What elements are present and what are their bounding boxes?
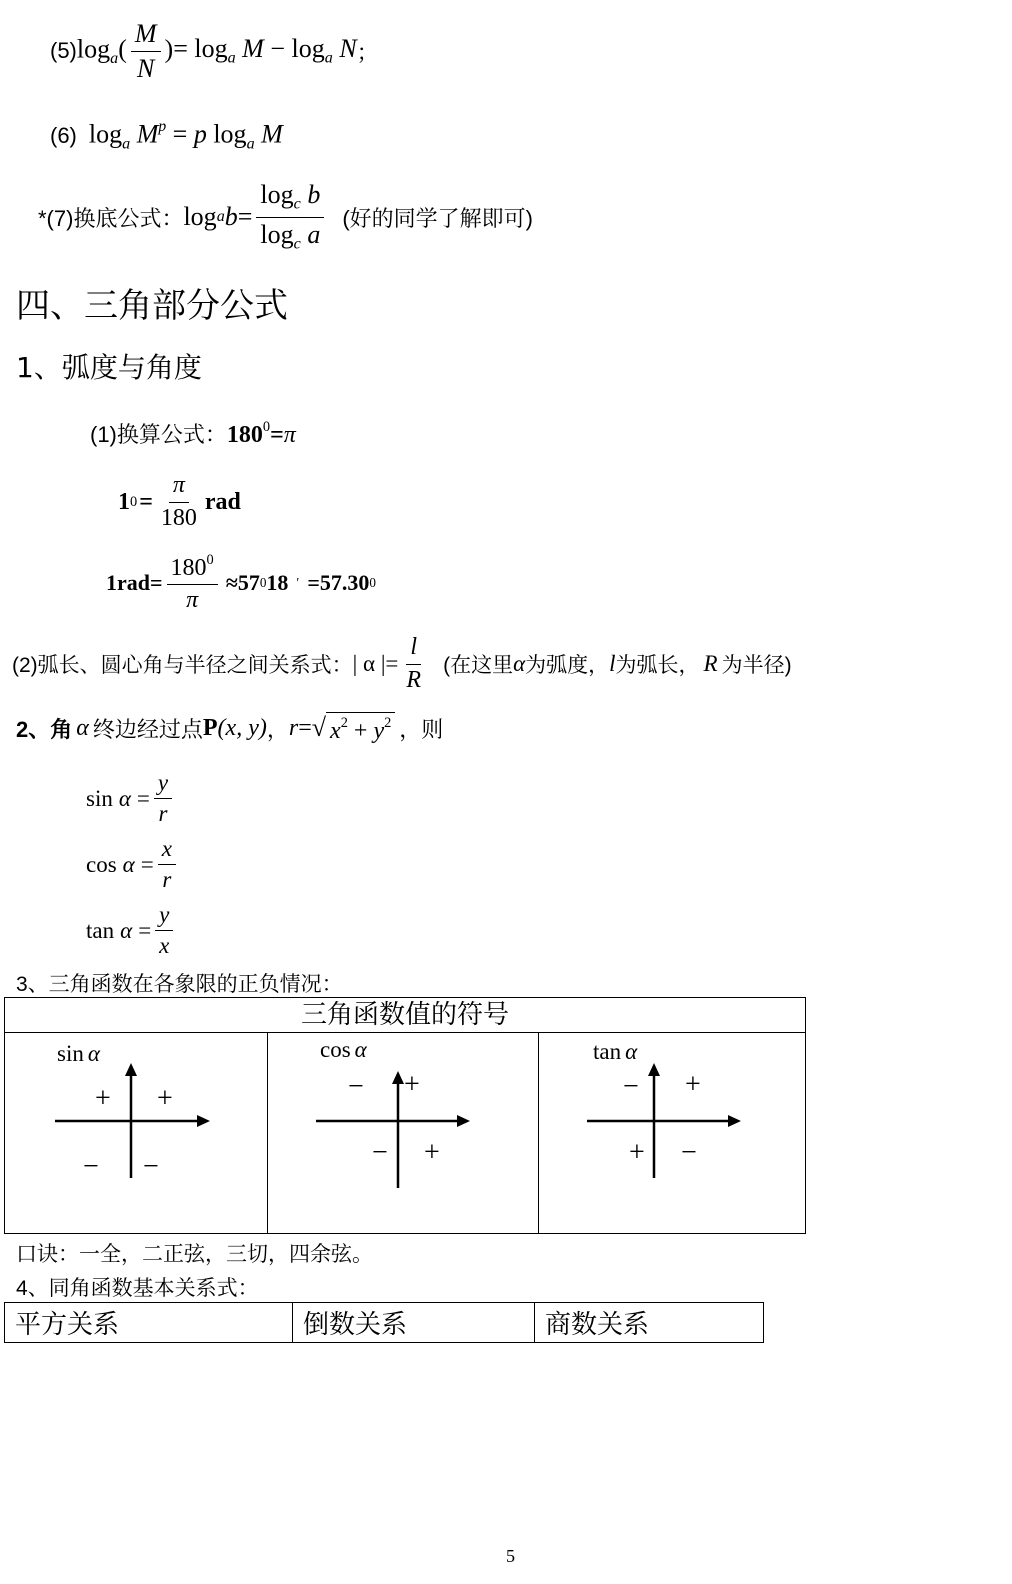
arc-note: 为弧度， bbox=[525, 654, 610, 678]
rad-unit: rad bbox=[204, 488, 241, 515]
log-text: log bbox=[194, 34, 228, 64]
formula-7-label: *(7)换底公式： bbox=[38, 205, 184, 231]
point-p: P bbox=[202, 714, 218, 741]
degree-mark: 0 bbox=[262, 418, 271, 435]
fraction-denominator: x bbox=[159, 933, 170, 959]
paren-open: ( bbox=[118, 33, 127, 63]
sin-sign-cell bbox=[5, 1033, 268, 1234]
func-name: tan bbox=[593, 1039, 622, 1064]
var-m: M bbox=[235, 34, 264, 64]
paren-close: ) bbox=[164, 33, 174, 63]
trig-signs-table bbox=[4, 997, 806, 1234]
sin-text: sin bbox=[86, 785, 113, 811]
col-reciprocal-relation: 倒数关系 bbox=[293, 1303, 535, 1343]
formula-5-rhs bbox=[173, 34, 356, 68]
alpha-symbol: α bbox=[354, 1037, 367, 1062]
col-square-relation: 平方关系 bbox=[5, 1303, 293, 1343]
alpha-symbol: α bbox=[625, 1039, 638, 1064]
log-base: a bbox=[216, 208, 225, 225]
var-n: N bbox=[332, 34, 357, 64]
quadrant-3-sign: + bbox=[629, 1137, 645, 1168]
tan-definition bbox=[86, 902, 177, 960]
equals: = bbox=[166, 120, 194, 150]
var-b: b bbox=[300, 180, 321, 210]
log-base: a bbox=[227, 49, 236, 67]
exponent-p: p bbox=[158, 118, 167, 136]
degree-mark: 0 bbox=[259, 575, 267, 591]
alpha-symbol: α bbox=[122, 851, 135, 877]
x-axis-arrow bbox=[197, 1115, 210, 1127]
log-text: log bbox=[88, 120, 123, 150]
log-text: log bbox=[206, 120, 247, 150]
log-text: log bbox=[76, 33, 111, 63]
exponent-2: 2 bbox=[340, 715, 348, 731]
identity-relations-heading: 4、同角函数基本关系式： bbox=[16, 1277, 259, 1300]
formula-5 bbox=[50, 20, 379, 82]
approx-57: ≈57 bbox=[225, 570, 260, 596]
identity-relations-table bbox=[4, 1302, 764, 1343]
fraction-change-of-base bbox=[256, 180, 324, 253]
equals: = bbox=[139, 488, 153, 515]
formula-7 bbox=[38, 180, 533, 254]
one-degree-formula bbox=[118, 472, 241, 532]
equals: = bbox=[140, 851, 154, 877]
fraction-numerator bbox=[167, 552, 218, 585]
log-base: a bbox=[122, 135, 131, 153]
formula-5-lhs bbox=[77, 19, 173, 84]
cos-axes bbox=[268, 1033, 538, 1233]
quadrant-2-sign: − bbox=[348, 1071, 364, 1102]
sin-axes bbox=[5, 1033, 267, 1233]
equals: = bbox=[237, 202, 253, 231]
log-base: c bbox=[293, 235, 301, 253]
approx-57-30: =57.30 bbox=[307, 570, 370, 596]
formula-6-label: (6) bbox=[50, 123, 77, 148]
fraction-denominator: 180 bbox=[160, 504, 197, 531]
then-text: ，则 bbox=[399, 716, 444, 742]
alpha-symbol: α bbox=[87, 1041, 100, 1066]
fraction-y-over-r bbox=[154, 770, 172, 828]
fraction-numerator: π bbox=[169, 472, 189, 503]
func-name: cos bbox=[320, 1037, 351, 1062]
page-number: 5 bbox=[506, 1546, 515, 1566]
tan-text: tan bbox=[86, 917, 115, 943]
var-x: x bbox=[330, 717, 341, 744]
fraction-m-over-n bbox=[131, 19, 161, 84]
quadrant-1-sign: + bbox=[157, 1083, 173, 1114]
log-text: log bbox=[183, 202, 217, 231]
quadrant-2-sign: + bbox=[95, 1083, 111, 1114]
number-180: 180 bbox=[170, 554, 207, 581]
arc-note: 为弧长， bbox=[615, 654, 700, 678]
abs-alpha: | α |= bbox=[352, 651, 399, 677]
fraction-denominator: R bbox=[406, 666, 422, 693]
y-axis-arrow bbox=[125, 1063, 137, 1076]
fraction-y-over-x bbox=[155, 902, 173, 960]
y-axis-arrow bbox=[392, 1071, 404, 1084]
sqrt-sign: √ bbox=[311, 713, 327, 743]
x-axis-arrow bbox=[728, 1115, 741, 1127]
var-r: r bbox=[288, 714, 299, 741]
var-p: p bbox=[193, 120, 207, 150]
trig-signs-table-title: 三角函数值的符号 bbox=[5, 998, 806, 1033]
fraction-numerator: y bbox=[154, 770, 172, 799]
fraction-numerator: M bbox=[131, 19, 161, 52]
fraction-numerator: y bbox=[155, 902, 173, 931]
quadrant-4-sign: − bbox=[143, 1151, 159, 1182]
equals: = bbox=[138, 917, 152, 943]
quadrant-4-sign: + bbox=[424, 1137, 440, 1168]
minus: − bbox=[263, 34, 292, 64]
y-axis-arrow bbox=[648, 1063, 660, 1076]
tan-sign-cell bbox=[539, 1033, 806, 1234]
var-a: a bbox=[300, 219, 321, 249]
quadrant-2-sign: − bbox=[623, 1071, 639, 1102]
conversion-label: (1)换算公式： bbox=[90, 422, 227, 447]
point-coords: (x, y) bbox=[217, 714, 267, 741]
cos-definition bbox=[86, 836, 180, 894]
col-quotient-relation: 商数关系 bbox=[535, 1303, 764, 1343]
mnemonic: 口诀：一全，二正弦，三切，四余弦。 bbox=[16, 1243, 373, 1266]
minutes-18: 18 bbox=[266, 570, 289, 596]
alpha-symbol: α bbox=[76, 714, 89, 741]
log-base: a bbox=[110, 49, 119, 67]
prime-mark: ′ bbox=[296, 575, 300, 591]
conversion-value bbox=[227, 419, 296, 449]
terminal-side-definition bbox=[16, 712, 443, 745]
fraction-numerator: x bbox=[158, 836, 176, 865]
sqrt-radicand bbox=[326, 712, 395, 745]
equals: = bbox=[173, 34, 195, 64]
arc-length-relation bbox=[12, 634, 792, 694]
rad-label: 1rad= bbox=[106, 570, 163, 596]
func-name: sin bbox=[57, 1041, 84, 1066]
sin-definition bbox=[86, 770, 176, 828]
tan-axes bbox=[539, 1033, 807, 1233]
subsection-heading-radian: 1、弧度与角度 bbox=[16, 351, 202, 384]
var-m: M bbox=[130, 120, 159, 150]
cos-text: cos bbox=[86, 851, 117, 877]
degree-mark: 0 bbox=[130, 493, 138, 510]
log-text: log bbox=[291, 34, 325, 64]
arc-label: (2)弧长、圆心角与半径之间关系式： bbox=[12, 654, 353, 678]
var-m: M bbox=[254, 120, 283, 150]
formula-7-body bbox=[183, 180, 328, 253]
comma: ， bbox=[266, 716, 289, 742]
semicolon: ； bbox=[356, 39, 379, 65]
quadrant-1-sign: + bbox=[685, 1069, 701, 1100]
alpha-symbol: α bbox=[118, 785, 131, 811]
terminal-text: 终边经过点 bbox=[92, 716, 203, 742]
fraction-denominator: π bbox=[186, 587, 199, 614]
fraction-denominator: r bbox=[162, 867, 172, 893]
fraction-denominator: r bbox=[158, 801, 168, 827]
var-l: l bbox=[609, 651, 616, 677]
quadrant-3-sign: − bbox=[372, 1137, 388, 1168]
log-base: c bbox=[293, 195, 301, 213]
formula-5-label: (5) bbox=[50, 38, 77, 63]
fraction-numerator bbox=[256, 180, 324, 217]
quadrant-1-sign: + bbox=[404, 1069, 420, 1100]
alpha-symbol: α bbox=[120, 917, 133, 943]
section-heading-trig: 四、三角部分公式 bbox=[16, 286, 288, 326]
number-1: 1 bbox=[118, 488, 130, 515]
formula-6 bbox=[50, 116, 283, 156]
cos-sign-cell bbox=[268, 1033, 539, 1234]
degree-mark: 0 bbox=[206, 552, 214, 568]
fraction-pi-over-180 bbox=[157, 472, 201, 532]
fraction-x-over-r bbox=[158, 836, 176, 894]
var-r: R bbox=[703, 651, 718, 677]
degree-mark: 0 bbox=[369, 575, 376, 591]
formula-7-note: (好的同学了解即可) bbox=[342, 205, 533, 231]
formula-6-body bbox=[89, 118, 283, 153]
fraction-denominator: N bbox=[137, 53, 155, 83]
quadrant-3-sign: − bbox=[83, 1151, 99, 1182]
item-2-label: 2、角 bbox=[16, 716, 73, 742]
plus: + bbox=[347, 717, 374, 744]
one-radian-formula bbox=[106, 552, 376, 615]
pi-symbol: π bbox=[283, 421, 296, 448]
alpha-symbol: α bbox=[513, 651, 526, 677]
conversion-formula bbox=[90, 418, 296, 449]
fraction-denominator bbox=[256, 218, 324, 254]
var-b: b bbox=[224, 202, 238, 231]
fraction-l-over-r bbox=[402, 634, 425, 694]
exponent-2: 2 bbox=[384, 715, 392, 731]
equals: = bbox=[270, 421, 284, 448]
log-text: log bbox=[260, 180, 294, 210]
fraction-numerator: l bbox=[406, 634, 421, 665]
log-text: log bbox=[260, 219, 294, 249]
x-axis-arrow bbox=[457, 1115, 470, 1127]
equals: = bbox=[298, 714, 312, 741]
equals: = bbox=[136, 785, 150, 811]
arc-note: (在这里 bbox=[443, 654, 514, 678]
var-y: y bbox=[373, 717, 385, 744]
fraction-180-over-pi bbox=[167, 552, 218, 615]
arc-note: 为半径) bbox=[721, 654, 792, 678]
number-180: 180 bbox=[226, 421, 263, 448]
log-base: a bbox=[324, 49, 333, 67]
quadrant-signs-heading: 3、三角函数在各象限的正负情况： bbox=[16, 973, 343, 996]
quadrant-4-sign: − bbox=[681, 1137, 697, 1168]
log-base: a bbox=[246, 135, 255, 153]
